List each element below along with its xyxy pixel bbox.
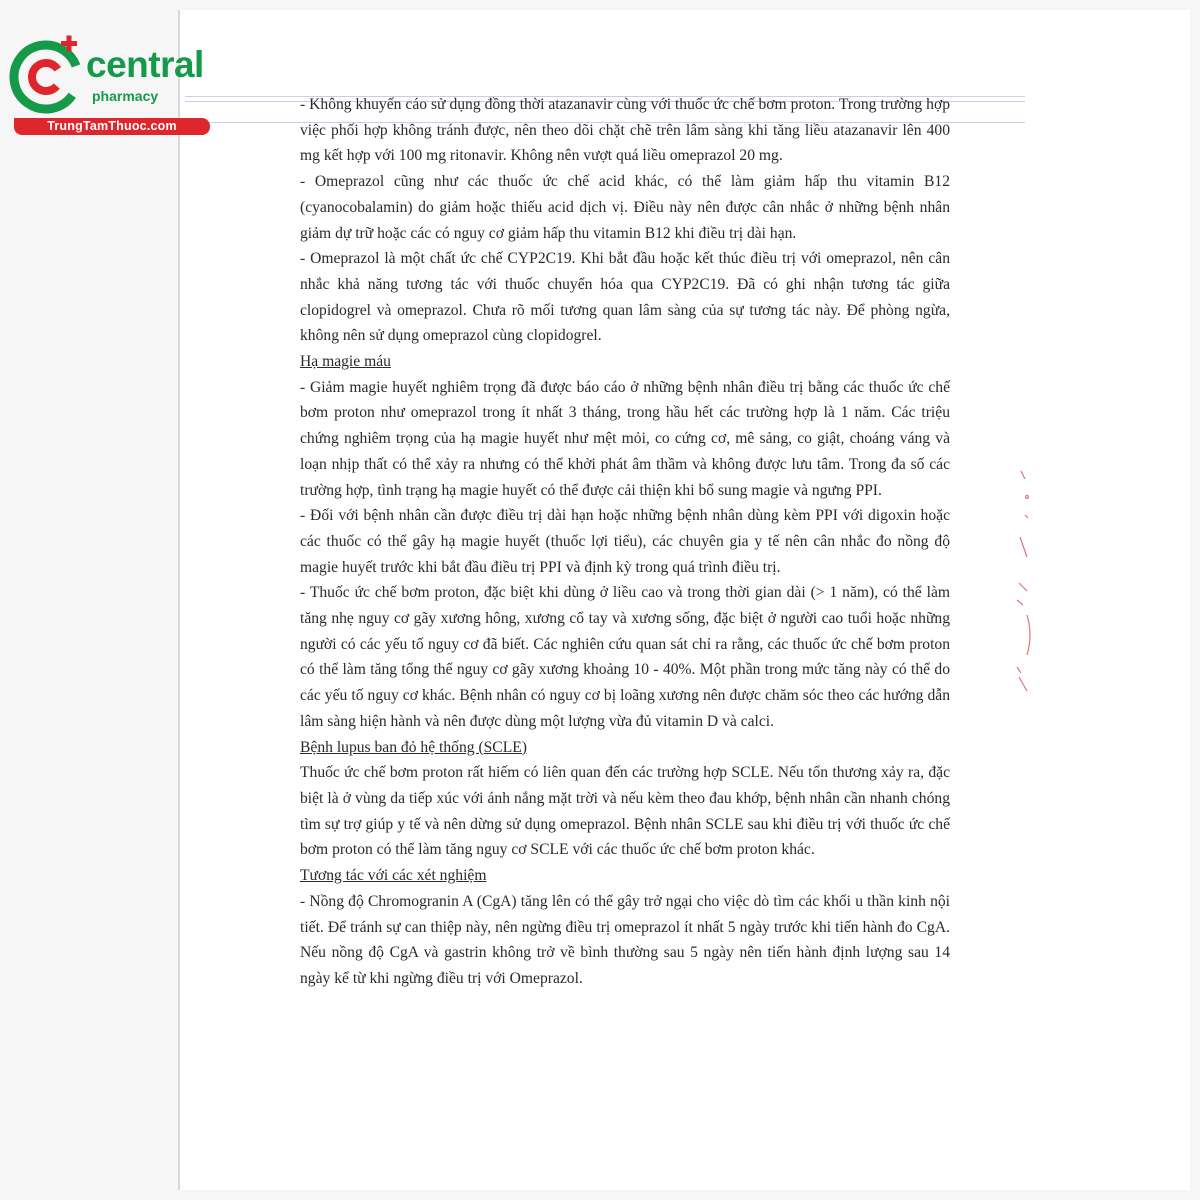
paragraph: - Nồng độ Chromogranin A (CgA) tăng lên có thể gây trở ngại cho việc dò tìm các khối u thần kinh nội tiết. Để tránh sự can thiệp này, nên ngừng điều trị omeprazol ít nhất 5 ngày trước khi tiến hành đo CgA. Nếu nồng độ CgA và gastrin không trở về bình thường sau 5 ngày nên tiến hành định lượng sau 14 ngày kể từ khi ngừng điều trị với Omeprazol. (300, 892, 950, 987)
brand-website-link[interactable]: TrungTamThuoc.com (14, 118, 210, 135)
paragraph: Thuốc ức chế bơm proton rất hiếm có liên quan đến các trường hợp SCLE. Nếu tổn thương xảy ra, đặc biệt là ở vùng da tiếp xúc với ánh nắng mặt trời và nếu kèm theo đau khớp, bệnh nhân cần nhanh chóng tìm sự trợ giúp y tế và nên dừng sử dụng omeprazol. Bệnh nhân SCLE sau khi điều trị với thuốc ức chế bơm proton có thể làm tăng nguy cơ SCLE với các thuốc ức chế bơm proton khác. (300, 764, 950, 859)
paragraph: - Omeprazol là một chất ức chế CYP2C19. Khi bắt đầu hoặc kết thúc điều trị với omeprazol, nên cân nhắc khả năng tương tác với thuốc chuyển hóa qua CYP2C19. Đã có ghi nhận tương tác giữa clopidogrel và omeprazol. Chưa rõ mối tương quan lâm sàng của sự tương tác này. Để phòng ngừa, không nên sử dụng omeprazol cùng clopidogrel. (300, 250, 950, 345)
paragraph: - Không khuyến cáo sử dụng đồng thời atazanavir cùng với thuốc ức chế bơm proton. Trong trường hợp việc phối hợp không tránh được, nên theo dõi chặt chẽ trên lâm sàng khi tăng liều atazanavir lên 400 mg kết hợp với 100 mg ritonavir. Không nên vượt quá liều omeprazol 20 mg. (300, 96, 950, 165)
brand-name: central (86, 44, 204, 85)
paragraph: - Đối với bệnh nhân cần được điều trị dài hạn hoặc những bệnh nhân dùng kèm PPI với digoxin hoặc các thuốc có thể gây hạ magie huyết (thuốc lợi tiểu), các chuyên gia y tế nên cân nhắc đo nồng độ magie huyết trước khi bắt đầu điều trị PPI và định kỳ trong quá trình điều trị. (300, 507, 950, 576)
brand-subtitle: pharmacy (92, 88, 159, 104)
document-body (300, 92, 950, 992)
paragraph: - Giảm magie huyết nghiêm trọng đã được báo cáo ở những bệnh nhân điều trị bằng các thuốc ức chế bơm proton như omeprazol trong ít nhất 3 tháng, trong hầu hết các trường hợp là 1 năm. Các triệu chứng nghiêm trọng của hạ magie huyết như mệt mỏi, co cứng cơ, mê sảng, co giật, choáng váng và loạn nhịp thất có thể xảy ra nhưng có thể khởi phát âm thầm và không được lưu tâm. Trong đa số các trường hợp, tình trạng hạ magie huyết có thể được cải thiện khi bổ sung magie và ngưng PPI. (300, 378, 950, 499)
paragraph: - Omeprazol cũng như các thuốc ức chế acid khác, có thể làm giảm hấp thu vitamin B12 (cyanocobalamin) do giảm hoặc thiếu acid dịch vị. Điều này nên được cân nhắc ở những bệnh nhân giảm dự trữ hoặc các có nguy cơ giảm hấp thu vitamin B12 khi điều trị dài hạn. (300, 173, 950, 242)
red-stamp-mark-icon (1005, 465, 1035, 695)
section-heading: Bệnh lupus ban đỏ hệ thống (SCLE) (300, 738, 527, 756)
paragraph: - Thuốc ức chế bơm proton, đặc biệt khi dùng ở liều cao và trong thời gian dài (> 1 năm), có thể làm tăng nhẹ nguy cơ gãy xương hông, xương cổ tay và xương sống, đặc biệt ở người cao tuổi hoặc những người có các yếu tố nguy cơ đã biết. Các nghiên cứu quan sát chỉ ra rằng, các thuốc ức chế bơm proton có thể làm tăng tổng thể nguy cơ gãy xương khoảng 10 - 40%. Một phần trong mức tăng này có thể do các yếu tố nguy cơ khác. Bệnh nhân có nguy cơ bị loãng xương nên được chăm sóc theo các hướng dẫn lâm sàng hiện hành và nên được dùng một lượng vừa đủ vitamin D và calci. (300, 584, 950, 730)
section-heading: Hạ magie máu (300, 353, 391, 371)
section-heading: Tương tác với các xét nghiệm (300, 867, 487, 885)
